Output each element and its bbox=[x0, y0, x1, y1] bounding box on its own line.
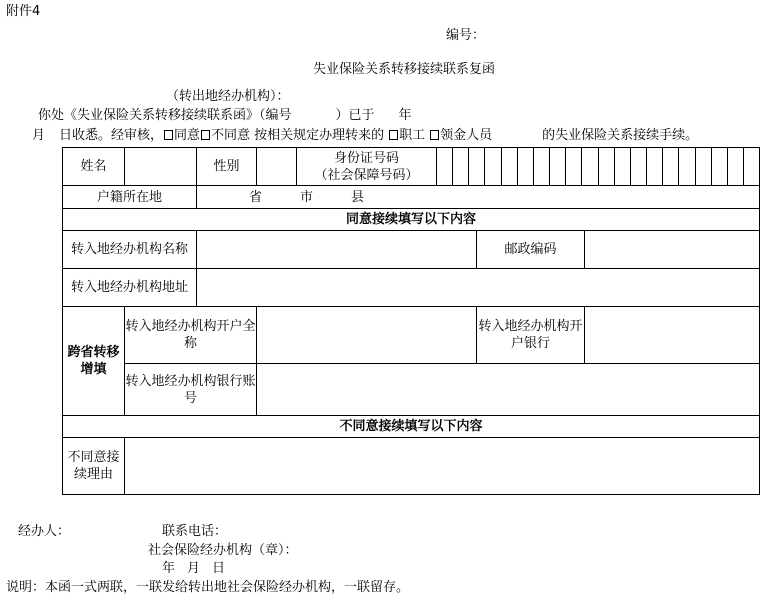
id-digit-cell[interactable] bbox=[647, 148, 663, 185]
id-digit-cell[interactable] bbox=[453, 148, 469, 185]
footer-note: 说明：本函一式两联，一联发给转出地社会保险经办机构，一联留存。 bbox=[6, 580, 410, 595]
id-digit-cell[interactable] bbox=[599, 148, 615, 185]
para2-month: 月 bbox=[32, 128, 46, 143]
disagree-checkbox[interactable] bbox=[201, 130, 210, 140]
disagree-reason-label: 不同意接续理由 bbox=[63, 438, 125, 495]
number-label: 编号： bbox=[446, 28, 486, 43]
document-title: 失业保险关系转移接续联系复函 bbox=[313, 62, 496, 77]
bank-label: 转入地经办机构开户银行 bbox=[477, 307, 585, 364]
agency-seal-label: 社会保险经办机构（章）： bbox=[148, 543, 298, 558]
recipient-line: （转出地经办机构）： bbox=[166, 89, 290, 104]
account-number-label: 转入地经办机构银行账号 bbox=[125, 364, 257, 416]
disagree-section-header: 不同意接续填写以下内容 bbox=[63, 416, 760, 438]
id-digit-cell[interactable] bbox=[744, 148, 759, 185]
postcode-field[interactable] bbox=[585, 231, 760, 269]
agree-label: 同意 bbox=[174, 128, 201, 143]
id-digit-cell[interactable] bbox=[566, 148, 582, 185]
id-digit-cell[interactable] bbox=[485, 148, 501, 185]
date-line bbox=[162, 561, 225, 578]
id-digit-cell[interactable] bbox=[518, 148, 534, 185]
province-label: 省 bbox=[249, 189, 263, 205]
para2-text3: 的失业保险关系接续手续。 bbox=[542, 128, 699, 143]
body-paragraph-line2 bbox=[32, 128, 698, 145]
date-year: 年 bbox=[162, 561, 176, 576]
id-digit-cell[interactable] bbox=[663, 148, 679, 185]
date-day: 日 bbox=[212, 561, 226, 576]
account-name-field[interactable] bbox=[257, 307, 477, 364]
id-digit-cell[interactable] bbox=[631, 148, 647, 185]
para2-text1: 日收悉。经审核， bbox=[59, 128, 164, 143]
account-name-label: 转入地经办机构开户全称 bbox=[125, 307, 257, 364]
county-label: 县 bbox=[351, 189, 365, 205]
para2-text2: 按相关规定办理转来的 bbox=[254, 128, 385, 143]
disagree-reason-field[interactable] bbox=[125, 438, 760, 495]
beneficiary-checkbox[interactable] bbox=[430, 130, 439, 140]
date-month: 月 bbox=[187, 561, 201, 576]
handler-label: 经办人： bbox=[18, 524, 71, 539]
id-digit-cell[interactable] bbox=[502, 148, 518, 185]
para1-text2: ）已于 bbox=[335, 108, 375, 123]
gender-label: 性别 bbox=[197, 148, 257, 186]
name-label: 姓名 bbox=[63, 148, 125, 186]
id-digit-cell[interactable] bbox=[437, 148, 453, 185]
body-paragraph-line1 bbox=[38, 108, 412, 125]
agency-address-label: 转入地经办机构地址 bbox=[63, 269, 197, 307]
id-label-cell bbox=[297, 148, 437, 186]
id-digit-cell[interactable] bbox=[534, 148, 550, 185]
id-number-field[interactable] bbox=[437, 148, 760, 186]
agree-checkbox[interactable] bbox=[164, 130, 173, 140]
household-field[interactable] bbox=[197, 186, 760, 209]
id-label: 身份证号码 bbox=[333, 150, 399, 166]
id-digit-cell[interactable] bbox=[550, 148, 566, 185]
attachment-label: 附件4 bbox=[6, 4, 41, 19]
id-digit-cell[interactable] bbox=[615, 148, 631, 185]
city-label: 市 bbox=[300, 189, 314, 205]
id-digit-cell[interactable] bbox=[712, 148, 728, 185]
bank-field[interactable] bbox=[585, 307, 760, 364]
id-digit-cell[interactable] bbox=[728, 148, 744, 185]
account-number-field[interactable] bbox=[257, 364, 760, 416]
name-field[interactable] bbox=[125, 148, 197, 186]
para1-text1: 你处《失业保险关系转移接续联系函》（编号 bbox=[38, 108, 292, 123]
beneficiary-label: 领金人员 bbox=[440, 128, 493, 143]
postcode-label: 邮政编码 bbox=[477, 231, 585, 269]
agency-address-field[interactable] bbox=[197, 269, 760, 307]
id-sublabel: （社会保障号码） bbox=[314, 167, 419, 183]
agree-section-header: 同意接续填写以下内容 bbox=[63, 209, 760, 231]
worker-label: 职工 bbox=[399, 128, 426, 143]
disagree-label: 不同意 bbox=[211, 128, 251, 143]
agency-name-field[interactable] bbox=[197, 231, 477, 269]
worker-checkbox[interactable] bbox=[389, 130, 398, 140]
phone-label: 联系电话： bbox=[162, 524, 228, 539]
form-table bbox=[62, 147, 760, 495]
cross-province-label: 跨省转移增填 bbox=[63, 307, 125, 416]
id-digit-cell[interactable] bbox=[696, 148, 712, 185]
household-label: 户籍所在地 bbox=[63, 186, 197, 209]
gender-field[interactable] bbox=[257, 148, 297, 186]
id-digit-cell[interactable] bbox=[679, 148, 695, 185]
id-digit-cell[interactable] bbox=[469, 148, 485, 185]
agency-name-label: 转入地经办机构名称 bbox=[63, 231, 197, 269]
id-digit-cell[interactable] bbox=[582, 148, 598, 185]
para1-year: 年 bbox=[398, 108, 412, 123]
